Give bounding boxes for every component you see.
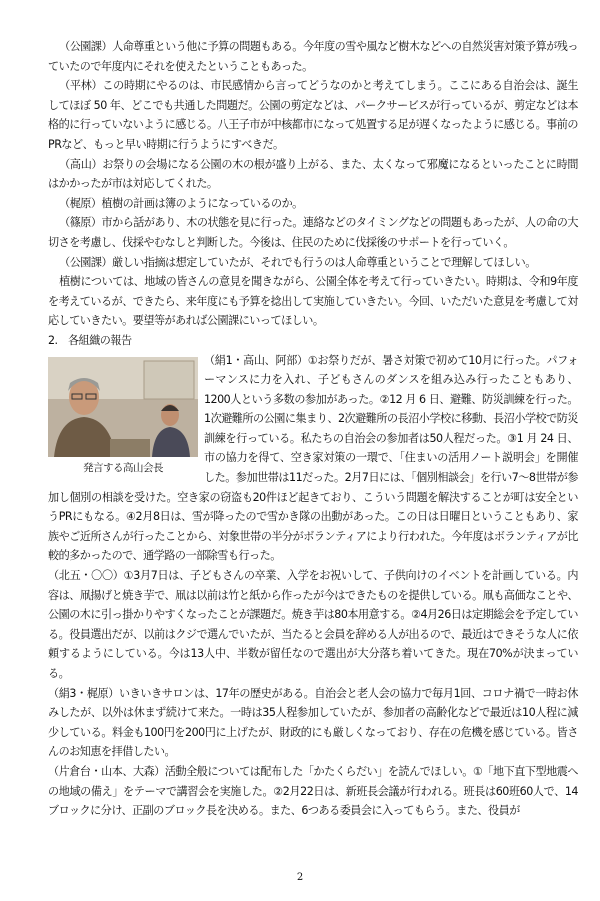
photo-figure <box>48 357 198 479</box>
paragraph: （公園課）厳しい指摘は想定していたが、それでも行うのは人命尊重ということで理解してほしい。 <box>59 255 536 269</box>
paragraph: 植樹については、地域の皆さんの意見を聞きながら、公園全体を考えて行っていきたい。時期は、令和9年度を考えているが、できたら、来年度にも予算を捻出して実施していきたい。今回、いただいた意見を考慮して対応していきたい。要望等があれば公園課にいってほしい。 <box>48 275 578 328</box>
body-text <box>48 37 578 821</box>
paragraph: （絹1・高山、阿部）①お祭りだが、暑さ対策で初めて10月に行った。パフォーマンスに力を入れ、子どもさんのダンスを組み込み行ったこともあり、1200人という多数の参加があった。②12 月 6 日、避難、防災訓練を行った。1次避難所の公園に集まり、2次避難所の長沼小学校に移動、長沼小学校で防災訓練を行っている。私たちの自治会の参加者は50人程だった。③1 月 24 日、市の協力を得て、空き家対策の一環で、「住まいの活用ノート説明会」を開催した。参加世帯は11だった。2月7日には、「個別相談会」を行い7～8世帯が参加し個別の相談を受けた。空き家の窃盗も20件ほど起きており、こういう問題を解決することが町は安全というPRにもなる。④2月8日は、雪が降ったので雪かき隊の出動があった。この日は日曜日ということもあり、家族やご近所さんが行ったことから、対象世帯の半分がボランティアにより行われた。今年度はボランティアが比較的多かったので、通学路の一部除雪も行った。 <box>48 353 578 563</box>
page-number: 2 <box>296 872 304 883</box>
report-block <box>48 351 578 567</box>
paragraph: （梶原）植樹の計画は簿のようになっているのか。 <box>59 196 303 210</box>
photo-caption: 発言する高山会長 <box>83 461 163 474</box>
meeting-photo <box>48 357 198 457</box>
paragraph: （高山）お祭りの会場になる公園の木の根が盛り上がる、また、太くなって邪魔になるといったことに時間はかかったが市は対応してくれた。 <box>48 157 578 191</box>
paragraph: （公園課）人命尊重という他に予算の問題もある。今年度の雪や風など樹木などへの自然災害対策予算が残っていたので年度内にそれを使えたということもあった。 <box>48 40 578 73</box>
paragraph: （篠原）市から話があり、木の状態を見に行った。連絡などのタイミングなどの問題もあったが、人の命の大切さを考慮し、伐採やむなしと判断した。今後は、住民のために伐採後のサポートを行っていく。 <box>48 216 578 249</box>
section-heading <box>48 331 578 351</box>
section-title: 各組織の報告 <box>68 333 132 347</box>
paragraph: （北五・〇〇）①3月7日は、子どもさんの卒業、入学をお祝いして、子供向けのイベントを計画している。内容は、凧揚げと焼き芋で、凧は以前は竹と紙から作ったが今はできたものを提供している。凧も高価なことや、公園の木に引っ掛かりやすくなったことが課題だ。焼き芋は80本用意する。②4月26日は定期総会を予定している。役員選出だが、以前はクジで選んでいたが、当たると会員を辞める人が出るので、最近はできそうな人に依頼するようにしている。今は13人中、半数が留任なので選出が大分落ち着いてきた。現在70%が決まっている。 <box>48 569 578 680</box>
paragraph: （絹3・梶原）いきいきサロンは、17年の歴史がある。自治会と老人会の協力で毎月1回、コロナ禍で一時お休みしたが、以外は休まず続けて来た。一時は35人程参加していたが、参加者の高齢化などで最近は10人程に減少している。料金も100円を200円に上げたが、財政的にも厳しくなっており、存在の危機を感じている。皆さんのお知恵を拝借したい。 <box>48 686 578 759</box>
section-number: 2. <box>48 333 58 347</box>
paragraph: （片倉台・山本、大森）活動全般については配布した「かたくらだい」を読んでほしい。①「地下直下型地震への地域の備え」をテーマで講習会を実施した。②2月22日は、新班長会議が行われる。班長は60班60人で、14ブロックに分け、正副のブロック長を決める。また、6つある委員会に入ってもらう。また、役員が <box>48 764 578 818</box>
paragraph: （平林）この時期にやるのは、市民感情から言ってどうなのかと考えてしまう。ここにある自治会は、誕生してほぼ 50 年、どこでも共通した問題だ。公園の剪定などは、パークサービスが行っているが、剪定などは本格的に行っていないように感じる。八王子市が中核都市になって処置する足が遅くなったように感じる。事前のPRなど、もっと早い時期に行うようにすべきだ。 <box>48 79 578 151</box>
